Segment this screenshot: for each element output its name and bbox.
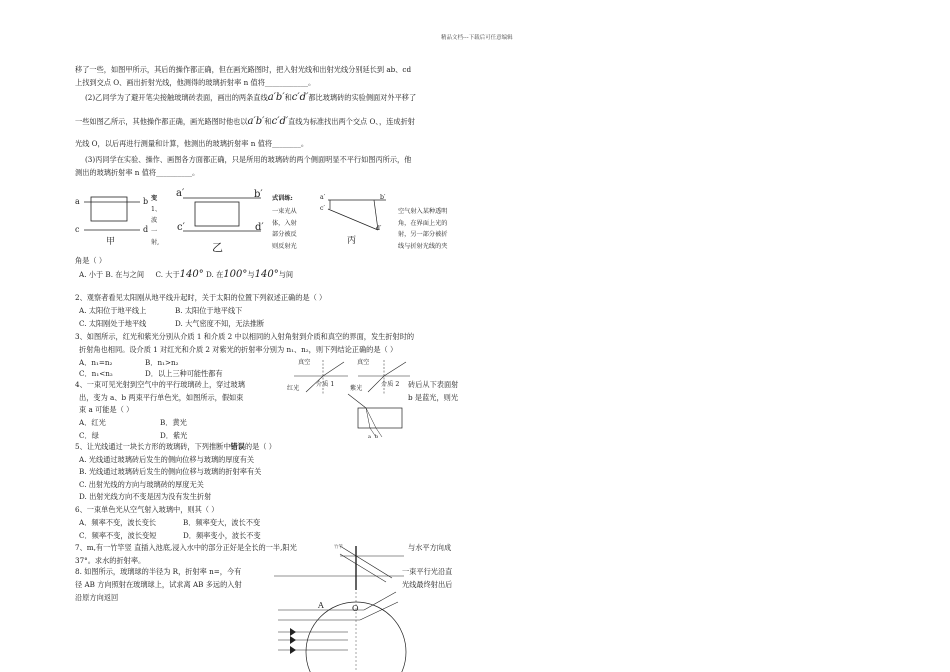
q3-fig-red-light: 红光	[287, 385, 300, 392]
q4-fig-label-a: a	[368, 434, 371, 440]
q5-option-d: D. 出射光线方向不变是因为没有发生折射	[79, 492, 212, 501]
q4-line-1: 4、一束可见光射到空气中的平行玻璃砖上，穿过玻璃	[75, 380, 245, 389]
q4-figure	[340, 390, 410, 450]
variant-column-2: 一束光从 体，入射 部分被反 则反射光	[272, 208, 297, 250]
q3-fig-purple-light: 紫光	[350, 385, 363, 392]
q3-fig-vacuum-1: 真空	[298, 359, 311, 366]
q8-line-2-right: 光线最终射出后	[402, 580, 453, 589]
q3-line-1: 3、如图所示，红光和紫光分别从介质 1 和介质 2 中以相同的入射角射到介质和真空的界面，发生折射时的	[75, 332, 415, 341]
figure-yi-a: a′	[176, 188, 185, 199]
q6-option-c: C．频率不变，波长变短	[79, 531, 157, 540]
q6-option-b: B．频率变大，波长不变	[183, 518, 261, 527]
intro-line-1: 移了一些，如图甲所示，其后的操作都正确，但在画光路图时，把入射光线和出射光线分别延长到 ab、cd	[75, 65, 412, 74]
q6-option-a: A．频率不变，波长变长	[79, 518, 157, 527]
q4-option-d: D．紫光	[160, 431, 188, 440]
q7-line-1-right: 与水平方向成	[408, 543, 452, 552]
figure-jia-c: c	[75, 225, 80, 234]
q8-line-1: 8. 如图所示，玻璃球的半径为 R，折射率 n=，今有	[75, 567, 242, 576]
q4-line-3: 束 a 可能是（ ）	[79, 405, 134, 414]
q5-option-a: A. 光线通过玻璃砖后发生的侧向位移与玻璃的厚度有关	[79, 455, 255, 464]
q3-fig-medium-2: 介质 2	[381, 381, 400, 388]
figure-jia-d: d	[143, 225, 149, 234]
intro-paragraph-2a: (2)乙同学为了避开笔尖接触玻璃砖表面，画出的两条直线a′b′和c′d′都比玻璃砖的实验侧面对外平移了	[85, 92, 417, 103]
q3-option-b: B．n₁>n₂	[145, 358, 179, 367]
figure-yi-d: d′	[255, 222, 264, 233]
variant-options: A. 小于 B. 在与之间 C. 大于140° D. 在100°与140°与间	[79, 269, 294, 280]
q4-line-2-right: b 是蓝光，则光	[408, 393, 459, 402]
q2-option-c: C. 太阳刚处于地平线	[79, 319, 147, 328]
figure-jia-b: b	[143, 197, 149, 206]
q3-fig-vacuum-2: 真空	[357, 359, 370, 366]
q3-option-c: C．n₁<n₂	[79, 369, 113, 378]
q5-option-c: C. 出射光线的方向与玻璃砖的厚度无关	[79, 480, 204, 489]
q5-option-b: B. 光线通过玻璃砖后发生的侧向位移与玻璃的折射率有关	[79, 467, 262, 476]
q6-option-d: D．频率变小，波长不变	[183, 531, 261, 540]
page-header: 精品文档---下载后可任意编辑	[441, 35, 513, 41]
figure-yi-caption: 乙	[212, 241, 223, 254]
q4-option-a: A．红光	[79, 418, 106, 427]
q7-line-2: 37°。求水的折射率。	[75, 556, 146, 565]
intro-paragraph-3b: 测出的玻璃折射率 n 值将__________。	[75, 168, 200, 177]
intro-line-2: 上找到交点 O、画出折射光线，他测得的玻璃折射率 n 值将____________。	[75, 78, 316, 87]
q8-fig-label-a: A	[318, 601, 324, 610]
q6-stem: 6、一束单色光从空气射入玻璃中，则其（ ）	[75, 505, 219, 514]
q3-option-d: D．以上三种可能性都有	[145, 369, 223, 378]
figure-bing-d: d′	[376, 225, 382, 232]
figure-yi-c: c′	[177, 222, 185, 233]
q3-fig-medium-1: 介质 1	[316, 381, 335, 388]
figure-bing-a: a′	[320, 194, 326, 201]
figure-bing-caption: 丙	[347, 236, 357, 246]
figure-jia-a: a	[75, 197, 80, 206]
q8-line-2: 径 AB 方向照射在玻璃球上，试求离 AB 多远的入射	[75, 580, 242, 589]
q2-option-b: B. 太阳位于地平线下	[175, 306, 243, 315]
q4-line-1-right: 砖后从下表面射	[408, 380, 459, 389]
q8-figure	[268, 572, 428, 672]
figure-bing-c: c′	[320, 205, 325, 212]
figure-jia-caption: 甲	[106, 237, 116, 247]
q2-option-a: A. 太阳位于地平线上	[79, 306, 147, 315]
q4-option-c: C．绿	[79, 431, 99, 440]
q7-line-1: 7、m,有一竹竿竖 直插入池底,浸入水中的部分正好是全长的一半,阳光	[75, 543, 297, 552]
q4-option-b: B．黄光	[160, 418, 187, 427]
q7-fig-label: 竹竿	[334, 545, 343, 550]
variant-angle-line: 角是（ ）	[75, 256, 107, 265]
figure-bing-b: b′	[380, 194, 386, 201]
q3-line-2: 折射角也相同。设介质 1 对红光和介质 2 对紫光的折射率分别为 n₁、n₂，则下列结论正确的是（ ）	[79, 345, 398, 354]
q2-option-d: D. 大气密度不知，无法推断	[175, 319, 265, 328]
q4-line-2: 出，变为 a、b 两束平行单色光，如图所示，假如束	[79, 393, 244, 402]
intro-paragraph-3a: (3)丙同学在实验、操作、画图各方面都正确，只是所用的玻璃砖的两个侧面明显不平行如图丙所示，他	[85, 155, 412, 164]
intro-paragraph-2c: 光线 O，以后再进行测量和计算，他测出的玻璃折射率 n 值将________。	[75, 139, 309, 148]
q8-line-1-right: 一束平行光沿直	[402, 567, 453, 576]
figure-yi-b: b′	[254, 189, 263, 200]
q8-fig-label-o: O	[352, 604, 359, 613]
variant-title: 式训练:	[272, 195, 293, 202]
variant-column-1: 变 1、 波 一 射,	[151, 195, 162, 246]
q8-line-3: 沿原方向返回	[75, 593, 119, 602]
q2-stem: 2、观察者看见太阳刚从地平线升起时，关于太阳的位置下列叙述正确的是（ ）	[75, 293, 327, 302]
q4-fig-label-b: b	[375, 434, 379, 440]
q3-option-a: A．n₁=n₂	[79, 358, 113, 367]
q5-stem: 5、让光线通过一块长方形的玻璃砖，下列推断中错误的是（ ）	[75, 442, 276, 451]
intro-paragraph-2b: 一些如图乙所示，其他操作都正确，画光路图时他也以a′b′和c′d′直线为标准找出两个交点 O、，连成折射	[75, 116, 415, 127]
variant-column-3: 空气射入某种透明 角，在界面上光的 射，另一部分被折 线与折射光线的夹	[398, 208, 448, 250]
